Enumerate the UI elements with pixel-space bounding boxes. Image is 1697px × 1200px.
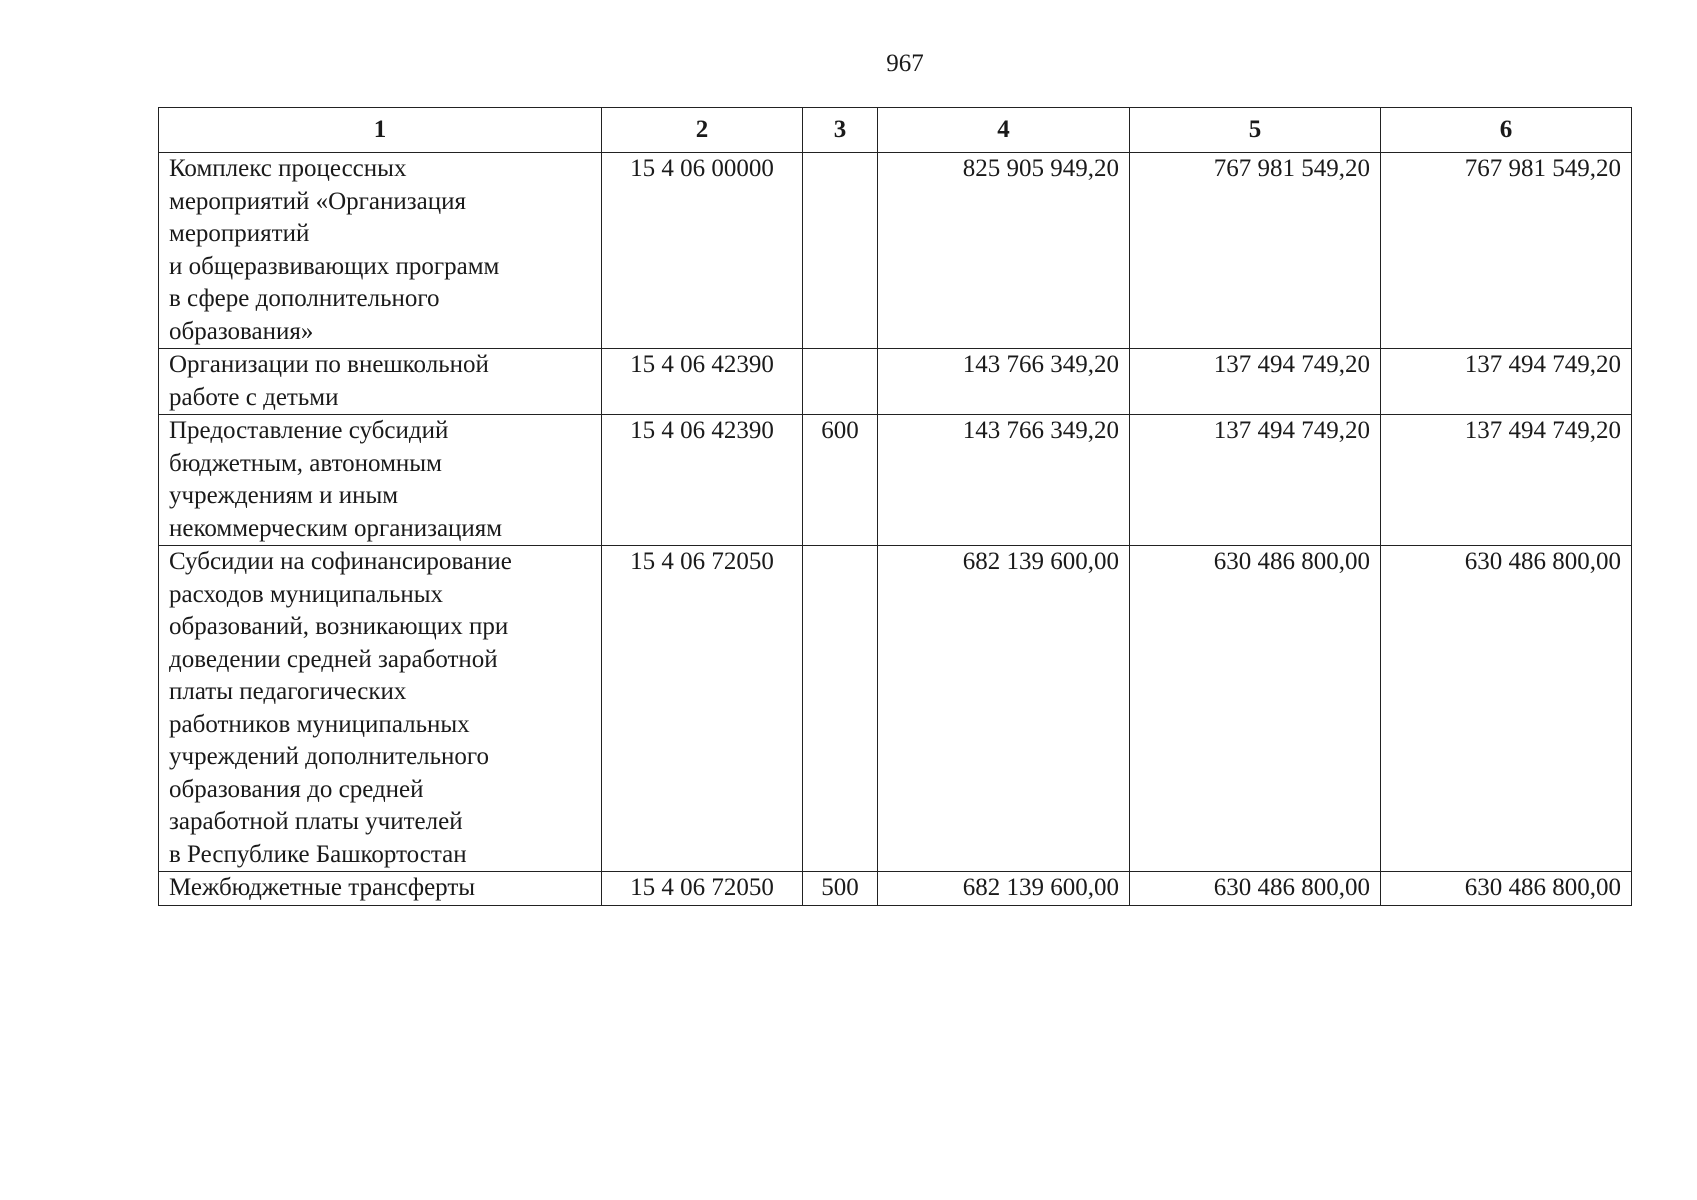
row-amount-col6: 137 494 749,20 xyxy=(1381,415,1632,546)
row-expense-type xyxy=(803,546,878,872)
row-code: 15 4 06 72050 xyxy=(602,872,803,906)
row-amount-col6: 630 486 800,00 xyxy=(1381,546,1632,872)
row-name: Межбюджетные трансферты xyxy=(159,872,602,906)
column-header-3: 3 xyxy=(803,108,878,153)
row-amount-col5: 767 981 549,20 xyxy=(1130,153,1381,349)
row-code: 15 4 06 42390 xyxy=(602,415,803,546)
table-row xyxy=(159,546,1632,872)
table-header-row xyxy=(159,108,1632,153)
row-amount-col4: 682 139 600,00 xyxy=(878,872,1130,906)
row-amount-col4: 143 766 349,20 xyxy=(878,349,1130,415)
row-name: Предоставление субсидий бюджетным, автономным учреждениям и иным некоммерческим организациям xyxy=(159,415,602,546)
page-number: 967 xyxy=(886,50,924,77)
row-expense-type xyxy=(803,349,878,415)
row-code: 15 4 06 00000 xyxy=(602,153,803,349)
column-header-1: 1 xyxy=(159,108,602,153)
row-amount-col6: 137 494 749,20 xyxy=(1381,349,1632,415)
row-amount-col5: 137 494 749,20 xyxy=(1130,415,1381,546)
row-name: Комплекс процессных мероприятий «Организация мероприятий и общеразвивающих программ в сфере дополнительного образования» xyxy=(159,153,602,349)
row-amount-col5: 137 494 749,20 xyxy=(1130,349,1381,415)
row-name: Субсидии на софинансирование расходов муниципальных образований, возникающих при доведении средней заработной платы педагогических работников муниципальных учреждений дополнительного образования до средней заработной платы учителей в Республике Башкортостан xyxy=(159,546,602,872)
column-header-4: 4 xyxy=(878,108,1130,153)
row-expense-type xyxy=(803,153,878,349)
budget-table xyxy=(158,107,1632,906)
row-code: 15 4 06 72050 xyxy=(602,546,803,872)
row-expense-type: 600 xyxy=(803,415,878,546)
row-name: Организации по внешкольной работе с детьми xyxy=(159,349,602,415)
column-header-5: 5 xyxy=(1130,108,1381,153)
table-row xyxy=(159,872,1632,906)
row-amount-col6: 767 981 549,20 xyxy=(1381,153,1632,349)
row-amount-col4: 143 766 349,20 xyxy=(878,415,1130,546)
table-row xyxy=(159,153,1632,349)
table-row xyxy=(159,349,1632,415)
row-amount-col4: 682 139 600,00 xyxy=(878,546,1130,872)
row-amount-col4: 825 905 949,20 xyxy=(878,153,1130,349)
column-header-2: 2 xyxy=(602,108,803,153)
column-header-6: 6 xyxy=(1381,108,1632,153)
row-amount-col5: 630 486 800,00 xyxy=(1130,872,1381,906)
row-code: 15 4 06 42390 xyxy=(602,349,803,415)
row-amount-col5: 630 486 800,00 xyxy=(1130,546,1381,872)
table-row xyxy=(159,415,1632,546)
row-expense-type: 500 xyxy=(803,872,878,906)
row-amount-col6: 630 486 800,00 xyxy=(1381,872,1632,906)
